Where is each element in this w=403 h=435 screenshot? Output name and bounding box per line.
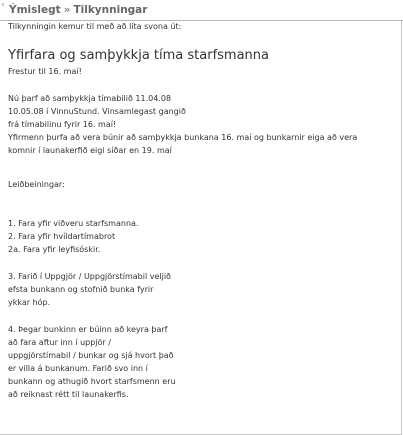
notice-body — [8, 92, 398, 157]
step-line: 3. Farið í Uppgjör / Uppgjörstímabil veljið — [8, 272, 171, 281]
step-line: bunkann og athugið hvort starfsmenn eru — [8, 377, 176, 386]
step-line: 2a. Fara yfir leyfisóskir. — [8, 245, 101, 254]
step-3 — [8, 270, 398, 309]
step-line: er villa á bunkanum. Farið svo inn í — [8, 364, 148, 373]
step-line: 4. Þegar bunkinn er búinn að keyra þarf — [8, 325, 168, 334]
step-line: að reiknast rétt til launakerfis. — [8, 390, 129, 399]
breadcrumb — [9, 4, 147, 16]
breadcrumb-item-ymislegt[interactable]: Ýmislegt — [9, 4, 61, 16]
breadcrumb-item-tilkynningar[interactable]: Tilkynningar — [73, 4, 148, 16]
breadcrumb-bar — [0, 0, 403, 21]
body-line: 10.05.08 í VinnuStund. Vinsamlegast gangið — [8, 107, 186, 116]
breadcrumb-separator: » — [63, 4, 71, 16]
notice-content — [8, 20, 398, 401]
step-4 — [8, 323, 398, 401]
step-line: uppgjörstímabil / bunkar og sjá hvort það — [8, 351, 174, 360]
notice-title: Yfirfara og samþykkja tíma starfsmanna — [8, 48, 269, 63]
steps-group-1 — [8, 217, 398, 256]
notice-deadline: Frestur til 16. maí! — [8, 67, 82, 76]
intro-text: Tilkynningin kemur til með að líta svona út: — [8, 22, 182, 31]
step-line: 1. Fara yfir viðveru starfsmanna. — [8, 219, 139, 228]
collapse-arrow-icon[interactable]: ‹ — [1, 0, 5, 10]
step-line: að fara aftur inn í uppjör / — [8, 338, 111, 347]
body-line: Nú þarf að samþykkja tímabilið 11.04.08 — [8, 94, 172, 103]
step-line: efsta bunkann og stofnið bunka fyrir — [8, 285, 154, 294]
step-line: 2. Fara yfir hvíldartímabrot — [8, 232, 116, 241]
body-line: frá tímabilinu fyrir 16. maí! — [8, 120, 117, 129]
step-line: ykkar hóp. — [8, 298, 51, 307]
instructions-heading: Leiðbeiningar: — [8, 180, 65, 189]
body-line: Yfirmenn þurfa að vera búnir að samþykkja bunkana 16. maí og bunkarnir eiga að vera — [8, 133, 358, 142]
body-line: komnir í launakerfið eigi síðar en 19. maí — [8, 146, 172, 155]
